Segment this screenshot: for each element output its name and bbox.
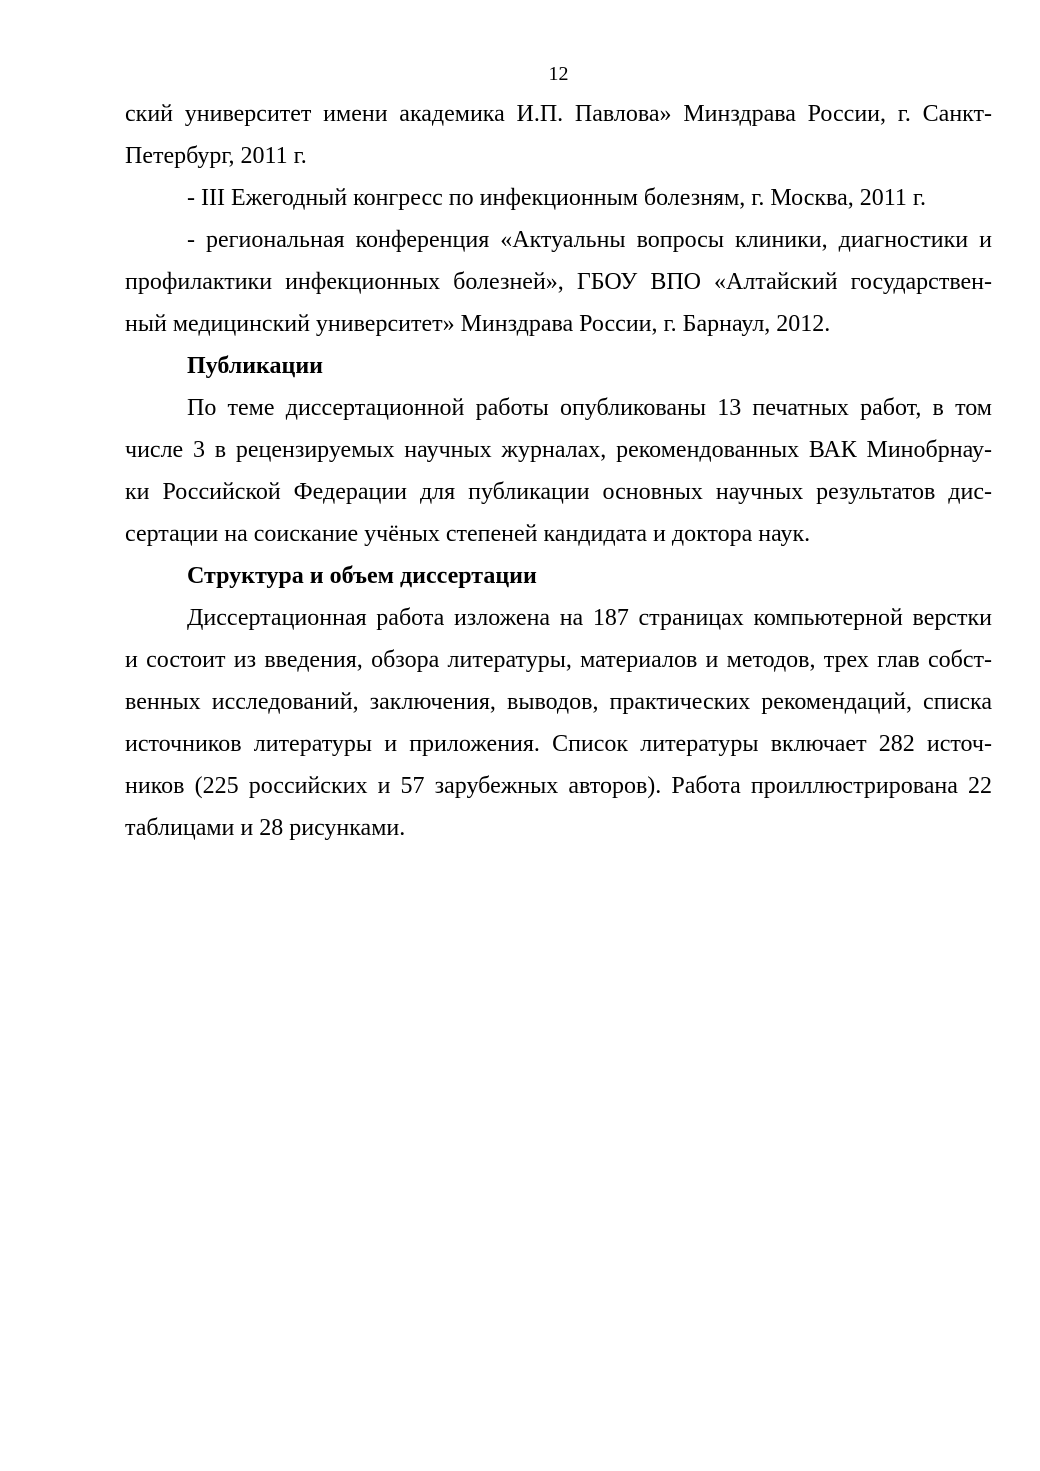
paragraph-structure xyxy=(125,597,992,849)
text-line: Петербург, 2011 г. xyxy=(125,143,307,169)
heading-publications: Публикации xyxy=(187,353,323,379)
text-line: сертации на соискание учёных степеней кандидата и доктора наук. xyxy=(125,521,811,547)
text-line: таблицами и 28 рисунками. xyxy=(125,815,406,841)
paragraph-publications xyxy=(125,387,992,555)
text-line: Диссертационная работа изложена на 187 страницах компьютерной верстки xyxy=(187,605,992,631)
paragraph-conference-barnaul xyxy=(125,219,992,345)
text-line: По теме диссертационной работы опубликованы 13 печатных работ, в том xyxy=(187,395,992,421)
text-line: - III Ежегодный конгресс по инфекционным болезням, г. Москва, 2011 г. xyxy=(187,185,926,211)
page-body xyxy=(125,93,992,849)
heading-structure: Структура и объем диссертации xyxy=(187,563,537,589)
text-line: ский университет имени академика И.П. Павлова» Минздрава России, г. Санкт- xyxy=(125,101,992,127)
text-line: - региональная конференция «Актуальны вопросы клиники, диагностики и xyxy=(187,227,992,253)
text-line: ный медицинский университет» Минздрава России, г. Барнаул, 2012. xyxy=(125,311,831,337)
text-line: венных исследований, заключения, выводов, практических рекомендаций, списка xyxy=(125,689,992,715)
text-line: и состоит из введения, обзора литературы, материалов и методов, трех глав собст- xyxy=(125,647,992,673)
paragraph-conference-continuation xyxy=(125,93,992,177)
text-line: ников (225 российских и 57 зарубежных авторов). Работа проиллюстрирована 22 xyxy=(125,773,992,799)
text-line: числе 3 в рецензируемых научных журналах, рекомендованных ВАК Минобрнау- xyxy=(125,437,992,463)
page-number: 12 xyxy=(548,63,569,85)
text-line: профилактики инфекционных болезней», ГБОУ ВПО «Алтайский государствен- xyxy=(125,269,992,295)
paragraph-conference-moscow xyxy=(125,177,992,219)
text-line: ки Российской Федерации для публикации основных научных результатов дис- xyxy=(125,479,992,505)
text-line: источников литературы и приложения. Список литературы включает 282 источ- xyxy=(125,731,992,757)
